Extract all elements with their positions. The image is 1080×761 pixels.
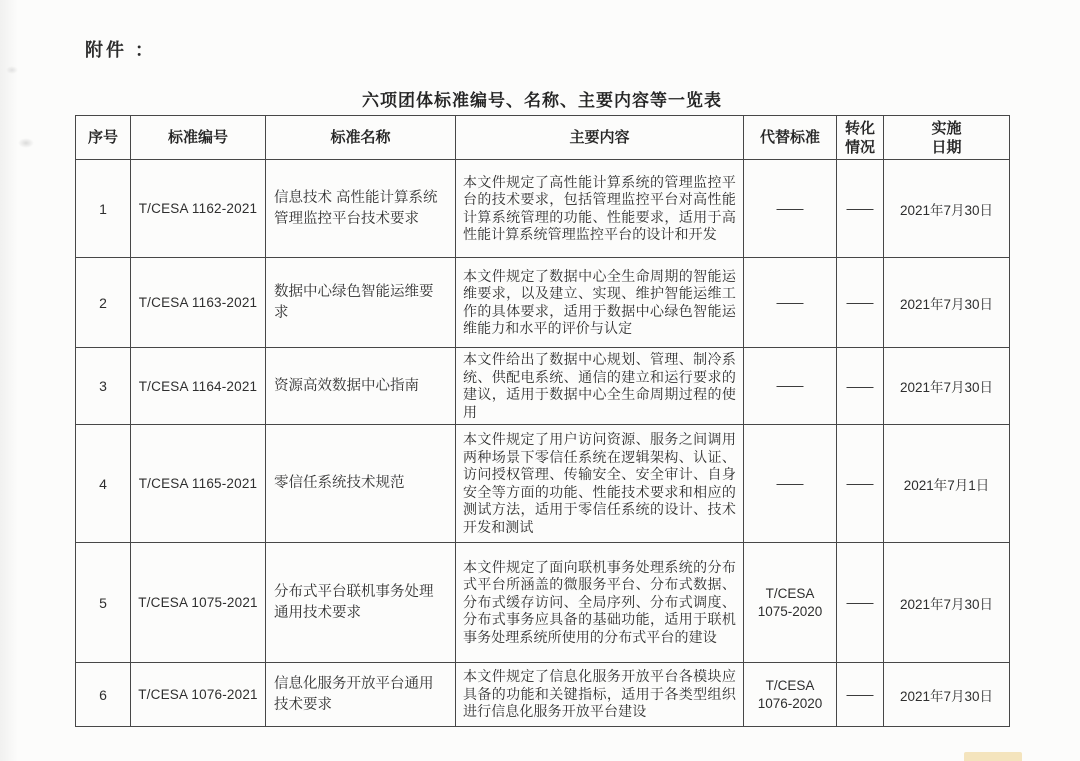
cell-standard-code: T/CESA 1075-2021 (131, 543, 266, 663)
cell-replaced-standard: —— (744, 348, 837, 425)
cell-standard-name: 分布式平台联机事务处理通用技术要求 (266, 543, 456, 663)
cell-standard-code: T/CESA 1076-2021 (131, 663, 266, 727)
cell-no: 4 (76, 425, 131, 543)
cell-no: 6 (76, 663, 131, 727)
cell-standard-name: 信息化服务开放平台通用技术要求 (266, 663, 456, 727)
cell-no: 5 (76, 543, 131, 663)
table-row (76, 258, 1010, 348)
header-name: 标准名称 (266, 116, 456, 160)
cell-standard-code: T/CESA 1165-2021 (131, 425, 266, 543)
cell-replaced-standard: T/CESA 1075-2020 (744, 543, 837, 663)
cell-standard-name: 数据中心绿色智能运维要求 (266, 258, 456, 348)
cell-implementation-date: 2021年7月30日 (884, 258, 1010, 348)
document-title: 六项团体标准编号、名称、主要内容等一览表 (362, 91, 722, 110)
table-row (76, 160, 1010, 258)
header-date (884, 116, 1010, 160)
header-date-line2: 日期 (931, 138, 962, 156)
table-header-row (76, 116, 1010, 160)
scan-smudge (6, 66, 18, 74)
cell-replaced-standard: —— (744, 425, 837, 543)
cell-standard-name: 资源高效数据中心指南 (266, 348, 456, 425)
cell-main-content: 本文件规定了信息化服务开放平台各模块应具备的功能和关键指标，适用于各类型组织进行信息化服务开放平台建设 (456, 663, 744, 727)
cell-main-content: 本文件规定了数据中心全生命周期的智能运维要求，以及建立、实现、维护智能运维工作的具体要求，适用于数据中心绿色智能运维能力和水平的评价与认定 (456, 258, 744, 348)
header-conversion-line2: 情况 (844, 138, 875, 156)
cell-replaced-standard: —— (744, 258, 837, 348)
cell-conversion-status: —— (837, 543, 884, 663)
cell-standard-code: T/CESA 1162-2021 (131, 160, 266, 258)
cell-implementation-date: 2021年7月30日 (884, 348, 1010, 425)
header-replaces: 代替标准 (744, 116, 837, 160)
cell-implementation-date: 2021年7月30日 (884, 543, 1010, 663)
cell-standard-code: T/CESA 1164-2021 (131, 348, 266, 425)
cell-standard-name: 零信任系统技术规范 (266, 425, 456, 543)
table-row (76, 663, 1010, 727)
standards-table (75, 115, 1010, 727)
cell-no: 2 (76, 258, 131, 348)
cell-conversion-status: —— (837, 425, 884, 543)
attachment-label: 附件 ： (85, 40, 157, 60)
cell-conversion-status: —— (837, 663, 884, 727)
header-no: 序号 (76, 116, 131, 160)
cell-implementation-date: 2021年7月30日 (884, 160, 1010, 258)
cell-conversion-status: —— (837, 348, 884, 425)
header-conversion (837, 116, 884, 160)
table-row (76, 348, 1010, 425)
table-row (76, 425, 1010, 543)
header-conversion-line1: 转化 (844, 119, 875, 137)
cell-main-content: 本文件给出了数据中心规划、管理、制冷系统、供配电系统、通信的建立和运行要求的建议，适用于数据中心全生命周期过程的使用 (456, 348, 744, 425)
cell-main-content: 本文件规定了用户访问资源、服务之间调用两种场景下零信任系统在逻辑架构、认证、访问授权管理、传输安全、安全审计、自身安全等方面的功能、性能技术要求和相应的测试方法，适用于零信任系统的设计、技术开发和测试 (456, 425, 744, 543)
header-date-line1: 实施 (931, 119, 962, 137)
cell-main-content: 本文件规定了面向联机事务处理系统的分布式平台所涵盖的微服务平台、分布式数据、分布式缓存访问、全局序列、分布式调度、分布式事务应具备的基础功能，适用于联机事务处理系统所使用的分布式平台的建设 (456, 543, 744, 663)
cell-conversion-status: —— (837, 258, 884, 348)
cell-implementation-date: 2021年7月30日 (884, 663, 1010, 727)
cell-standard-code: T/CESA 1163-2021 (131, 258, 266, 348)
cell-standard-name: 信息技术 高性能计算系统管理监控平台技术要求 (266, 160, 456, 258)
header-content: 主要内容 (456, 116, 744, 160)
scan-edge-shading (0, 0, 18, 761)
scan-smudge (18, 138, 34, 148)
cell-replaced-standard: —— (744, 160, 837, 258)
cell-replaced-standard: T/CESA 1076-2020 (744, 663, 837, 727)
header-code: 标准编号 (131, 116, 266, 160)
cell-main-content: 本文件规定了高性能计算系统的管理监控平台的技术要求，包括管理监控平台对高性能计算系统管理的功能、性能要求，适用于高性能计算系统管理监控平台的设计和开发 (456, 160, 744, 258)
cell-no: 1 (76, 160, 131, 258)
cell-implementation-date: 2021年7月1日 (884, 425, 1010, 543)
cell-conversion-status: —— (837, 160, 884, 258)
table-row (76, 543, 1010, 663)
cell-no: 3 (76, 348, 131, 425)
scan-corner-mark (964, 752, 1022, 761)
